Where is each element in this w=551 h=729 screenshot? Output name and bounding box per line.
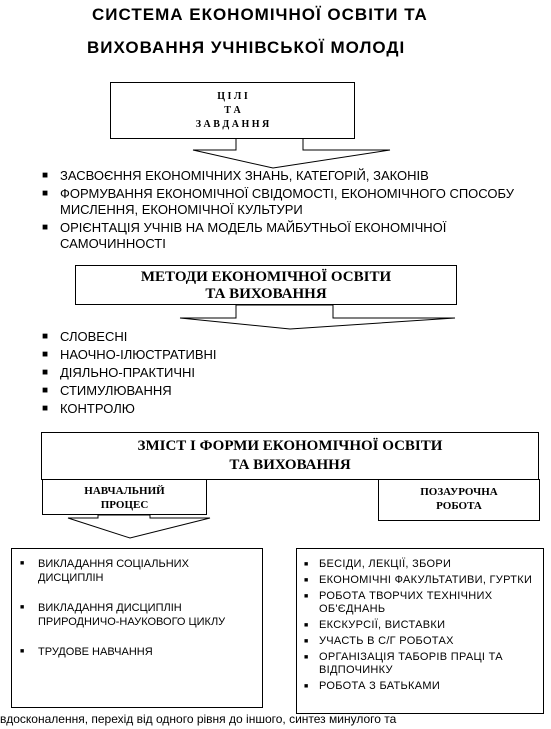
extracurricular-item: [301, 651, 539, 677]
bullet-square-icon: ■: [20, 560, 25, 567]
method-item: [38, 346, 438, 364]
study-process-box-line-2: ПРОЦЕС: [100, 499, 149, 511]
study-item-text: ВИКЛАДАННЯ ДИСЦИПЛІН ПРИРОДНИЧО-НАУКОВОГО ЦИКЛУ: [38, 602, 226, 628]
study-items-list: [16, 557, 256, 659]
study-item-text: ВИКЛАДАННЯ СОЦІАЛЬНИХ ДИСЦИПЛІН: [38, 558, 189, 584]
diagram-title-line-2: ВИХОВАННЯ УЧНІВСЬКОЇ МОЛОДІ: [87, 38, 406, 57]
study-item: [16, 601, 256, 629]
method-item: [38, 400, 438, 418]
methods-list: [38, 328, 438, 418]
bullet-square-icon: ■: [304, 561, 309, 568]
footer-text: вдосконалення, перехід від одного рівня до іншого, синтез минулого та: [0, 712, 397, 726]
content-forms-box: [41, 432, 539, 480]
extracurricular-item-text: ЕКСКУРСІЇ, ВИСТАВКИ: [319, 619, 446, 631]
goal-item-text: ЗАСВОЄННЯ ЕКОНОМІЧНИХ ЗНАНЬ, КАТЕГОРІЙ, ЗАКОНІВ: [60, 168, 429, 183]
method-item-text: СТИМУЛЮВАННЯ: [60, 383, 172, 398]
goals-list: [38, 168, 550, 252]
method-item: [38, 364, 438, 382]
bullet-square-icon: ■: [42, 349, 49, 360]
goals-box: [110, 82, 355, 139]
bullet-square-icon: ■: [20, 604, 25, 611]
study-process-box-line-1: НАВЧАЛЬНИЙ: [84, 485, 165, 497]
extracurricular-item-text: УЧАСТЬ В С/Г РОБОТАХ: [319, 635, 454, 647]
bullet-square-icon: ■: [304, 654, 309, 661]
goals-box-line-3: З А В Д А Н Н Я: [195, 119, 270, 130]
goal-item: [38, 186, 550, 218]
method-item: [38, 328, 438, 346]
extracurricular-items-list: [301, 558, 539, 693]
diagram-title-line-1: СИСТЕМА ЕКОНОМІЧНОЇ ОСВІТИ ТА: [92, 5, 428, 24]
study-process-box: [42, 479, 207, 515]
goal-item-text: ОРІЄНТАЦІЯ УЧНІВ НА МОДЕЛЬ МАЙБУТНЬОЇ ЕКОНОМІЧНОЇ САМОЧИННОСТІ: [60, 220, 447, 251]
goals-box-line-2: Т А: [224, 105, 241, 116]
study-items-box: [11, 548, 263, 708]
extracurricular-item-text: ОРГАНІЗАЦІЯ ТАБОРІВ ПРАЦІ ТА ВІДПОЧИНКУ: [319, 651, 503, 676]
bullet-square-icon: ■: [42, 385, 49, 396]
bullet-square-icon: ■: [42, 222, 49, 233]
goal-item: [38, 220, 550, 252]
bullet-square-icon: ■: [304, 593, 309, 600]
study-arrow: [68, 515, 210, 538]
study-item: [16, 645, 256, 659]
bullet-square-icon: ■: [42, 170, 49, 181]
goal-item: [38, 168, 550, 184]
extracurricular-item: [301, 619, 539, 632]
bullet-square-icon: ■: [304, 683, 309, 690]
methods-box: [75, 265, 457, 305]
extracurricular-item: [301, 574, 539, 587]
bullet-square-icon: ■: [42, 403, 49, 414]
extracurricular-box-line-1: ПОЗАУРОЧНА: [420, 486, 498, 498]
extracurricular-item: [301, 680, 539, 693]
content-forms-box-line-1: ЗМІСТ І ФОРМИ ЕКОНОМІЧНОЇ ОСВІТИ: [137, 438, 443, 454]
methods-box-line-2: ТА ВИХОВАННЯ: [205, 286, 327, 302]
goals-box-line-1: Ц І Л І: [217, 91, 248, 102]
goals-arrow: [193, 138, 390, 168]
bullet-square-icon: ■: [42, 367, 49, 378]
extracurricular-item-text: РОБОТА ТВОРЧИХ ТЕХНІЧНИХ ОБ'ЄДНАНЬ: [319, 590, 493, 615]
bullet-square-icon: ■: [42, 331, 49, 342]
extracurricular-item: [301, 558, 539, 571]
extracurricular-items-box: [296, 548, 544, 714]
study-item-text: ТРУДОВЕ НАВЧАННЯ: [38, 646, 153, 658]
method-item-text: ДІЯЛЬНО-ПРАКТИЧНІ: [60, 365, 196, 380]
extracurricular-box-line-2: РОБОТА: [436, 500, 482, 512]
bullet-square-icon: ■: [20, 648, 25, 655]
bullet-square-icon: ■: [42, 188, 49, 199]
extracurricular-box: [378, 479, 540, 521]
methods-arrow: [180, 305, 455, 329]
study-item: [16, 557, 256, 585]
bullet-square-icon: ■: [304, 622, 309, 629]
extracurricular-item: [301, 590, 539, 616]
extracurricular-item-text: РОБОТА З БАТЬКАМИ: [319, 680, 441, 692]
extracurricular-item-text: ЕКОНОМІЧНІ ФАКУЛЬТАТИВИ, ГУРТКИ: [319, 574, 533, 586]
bullet-square-icon: ■: [304, 577, 309, 584]
bullet-square-icon: ■: [304, 638, 309, 645]
method-item-text: НАОЧНО-ІЛЮСТРАТИВНІ: [60, 347, 217, 362]
method-item: [38, 382, 438, 400]
goal-item-text: ФОРМУВАННЯ ЕКОНОМІЧНОЇ СВІДОМОСТІ, ЕКОНОМІЧНОГО СПОСОБУ МИСЛЕННЯ, ЕКОНОМІЧНОЇ КУЛЬТУРИ: [60, 186, 514, 217]
methods-box-line-1: МЕТОДИ ЕКОНОМІЧНОЇ ОСВІТИ: [140, 269, 392, 285]
content-forms-box-line-2: ТА ВИХОВАННЯ: [229, 457, 351, 473]
method-item-text: СЛОВЕСНІ: [60, 329, 128, 344]
method-item-text: КОНТРОЛЮ: [60, 401, 135, 416]
extracurricular-item: [301, 635, 539, 648]
extracurricular-item-text: БЕСІДИ, ЛЕКЦІЇ, ЗБОРИ: [319, 558, 452, 570]
